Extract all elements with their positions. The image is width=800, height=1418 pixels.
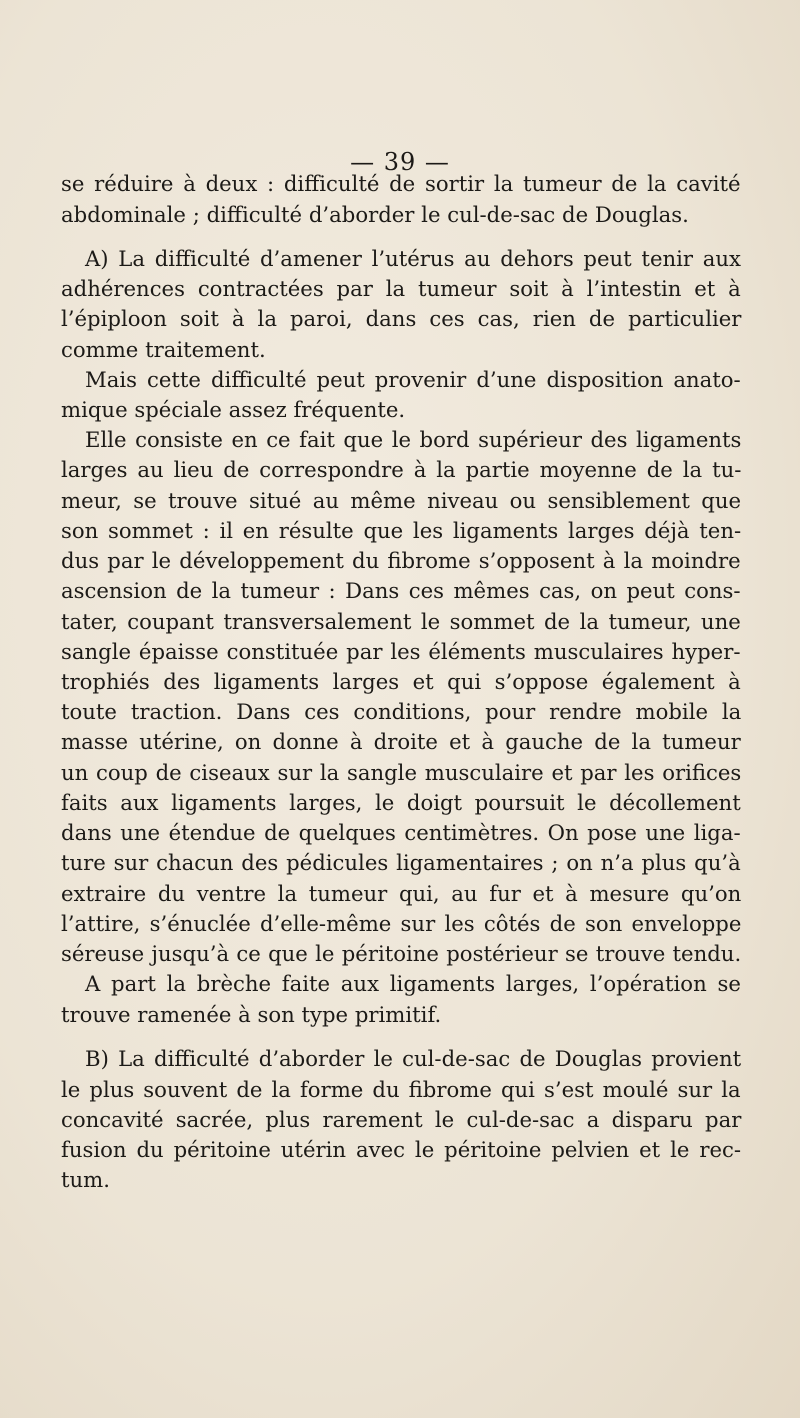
text-line: se réduire à deux : difficulté de sortir la tumeur de la cavité [61, 171, 741, 196]
text-line: B) La difficulté d’aborder le cul-de-sac de Douglas provient [85, 1046, 742, 1071]
text-line: séreuse jusqu’à ce que le péritoine postérieur se trouve tendu. [61, 941, 742, 966]
text-line: fusion du péritoine utérin avec le péritoine pelvien et le rec- [61, 1137, 742, 1162]
text-line: Elle consiste en ce fait que le bord supérieur des ligaments [85, 427, 742, 452]
text-line: mique spéciale assez fréquente. [61, 397, 406, 422]
text-line: dans une étendue de quelques centimètres. On pose une liga- [61, 820, 741, 845]
text-line: tater, coupant transversalement le sommet de la tumeur, une [61, 609, 741, 634]
text-line: dus par le développement du fibrome s’opposent à la moindre [61, 548, 741, 573]
text-line: faits aux ligaments larges, le doigt poursuit le décollement [61, 790, 741, 815]
text-line: l’attire, s’énuclée d’elle-même sur les côtés de son enveloppe [61, 911, 742, 936]
text-line: ture sur chacun des pédicules ligamentaires ; on n’a plus qu’à [61, 850, 741, 875]
text-line: tum. [61, 1167, 110, 1192]
text-line: abdominale ; difficulté d’aborder le cul-de-sac de Douglas. [61, 202, 689, 227]
text-line: masse utérine, on donne à droite et à gauche de la tumeur [61, 729, 741, 754]
text-line: meur, se trouve situé au même niveau ou sensiblement que [61, 488, 742, 513]
text-line: concavité sacrée, plus rarement le cul-de-sac a disparu par [61, 1107, 742, 1132]
text-line: un coup de ciseaux sur la sangle musculaire et par les orifices [61, 760, 742, 785]
text-line: Mais cette difficulté peut provenir d’une disposition anato- [85, 367, 741, 392]
text-line: trophiés des ligaments larges et qui s’oppose également à [61, 669, 741, 694]
page-number: — 39 — [350, 148, 450, 176]
text-line: A) La difficulté d’amener l’utérus au dehors peut tenir aux [85, 246, 741, 271]
text-line: trouve ramenée à son type primitif. [61, 1002, 442, 1027]
text-line: A part la brèche faite aux ligaments larges, l’opération se [85, 971, 741, 996]
text-line: le plus souvent de la forme du fibrome qui s’est moulé sur la [61, 1077, 741, 1102]
text-line: sangle épaisse constituée par les éléments musculaires hyper- [61, 639, 741, 664]
text-line: toute traction. Dans ces conditions, pour rendre mobile la [61, 699, 742, 724]
text-line: ascension de la tumeur : Dans ces mêmes cas, on peut cons- [61, 578, 741, 603]
text-line: l’épiploon soit à la paroi, dans ces cas, rien de particulier [61, 306, 742, 331]
text-line: comme traitement. [61, 337, 266, 362]
text-line: extraire du ventre la tumeur qui, au fur et à mesure qu’on [61, 881, 742, 906]
text-line: larges au lieu de correspondre à la partie moyenne de la tu- [61, 457, 742, 482]
text-line: son sommet : il en résulte que les ligaments larges déjà ten- [61, 518, 742, 543]
text-line: adhérences contractées par la tumeur soit à l’intestin et à [61, 276, 741, 301]
